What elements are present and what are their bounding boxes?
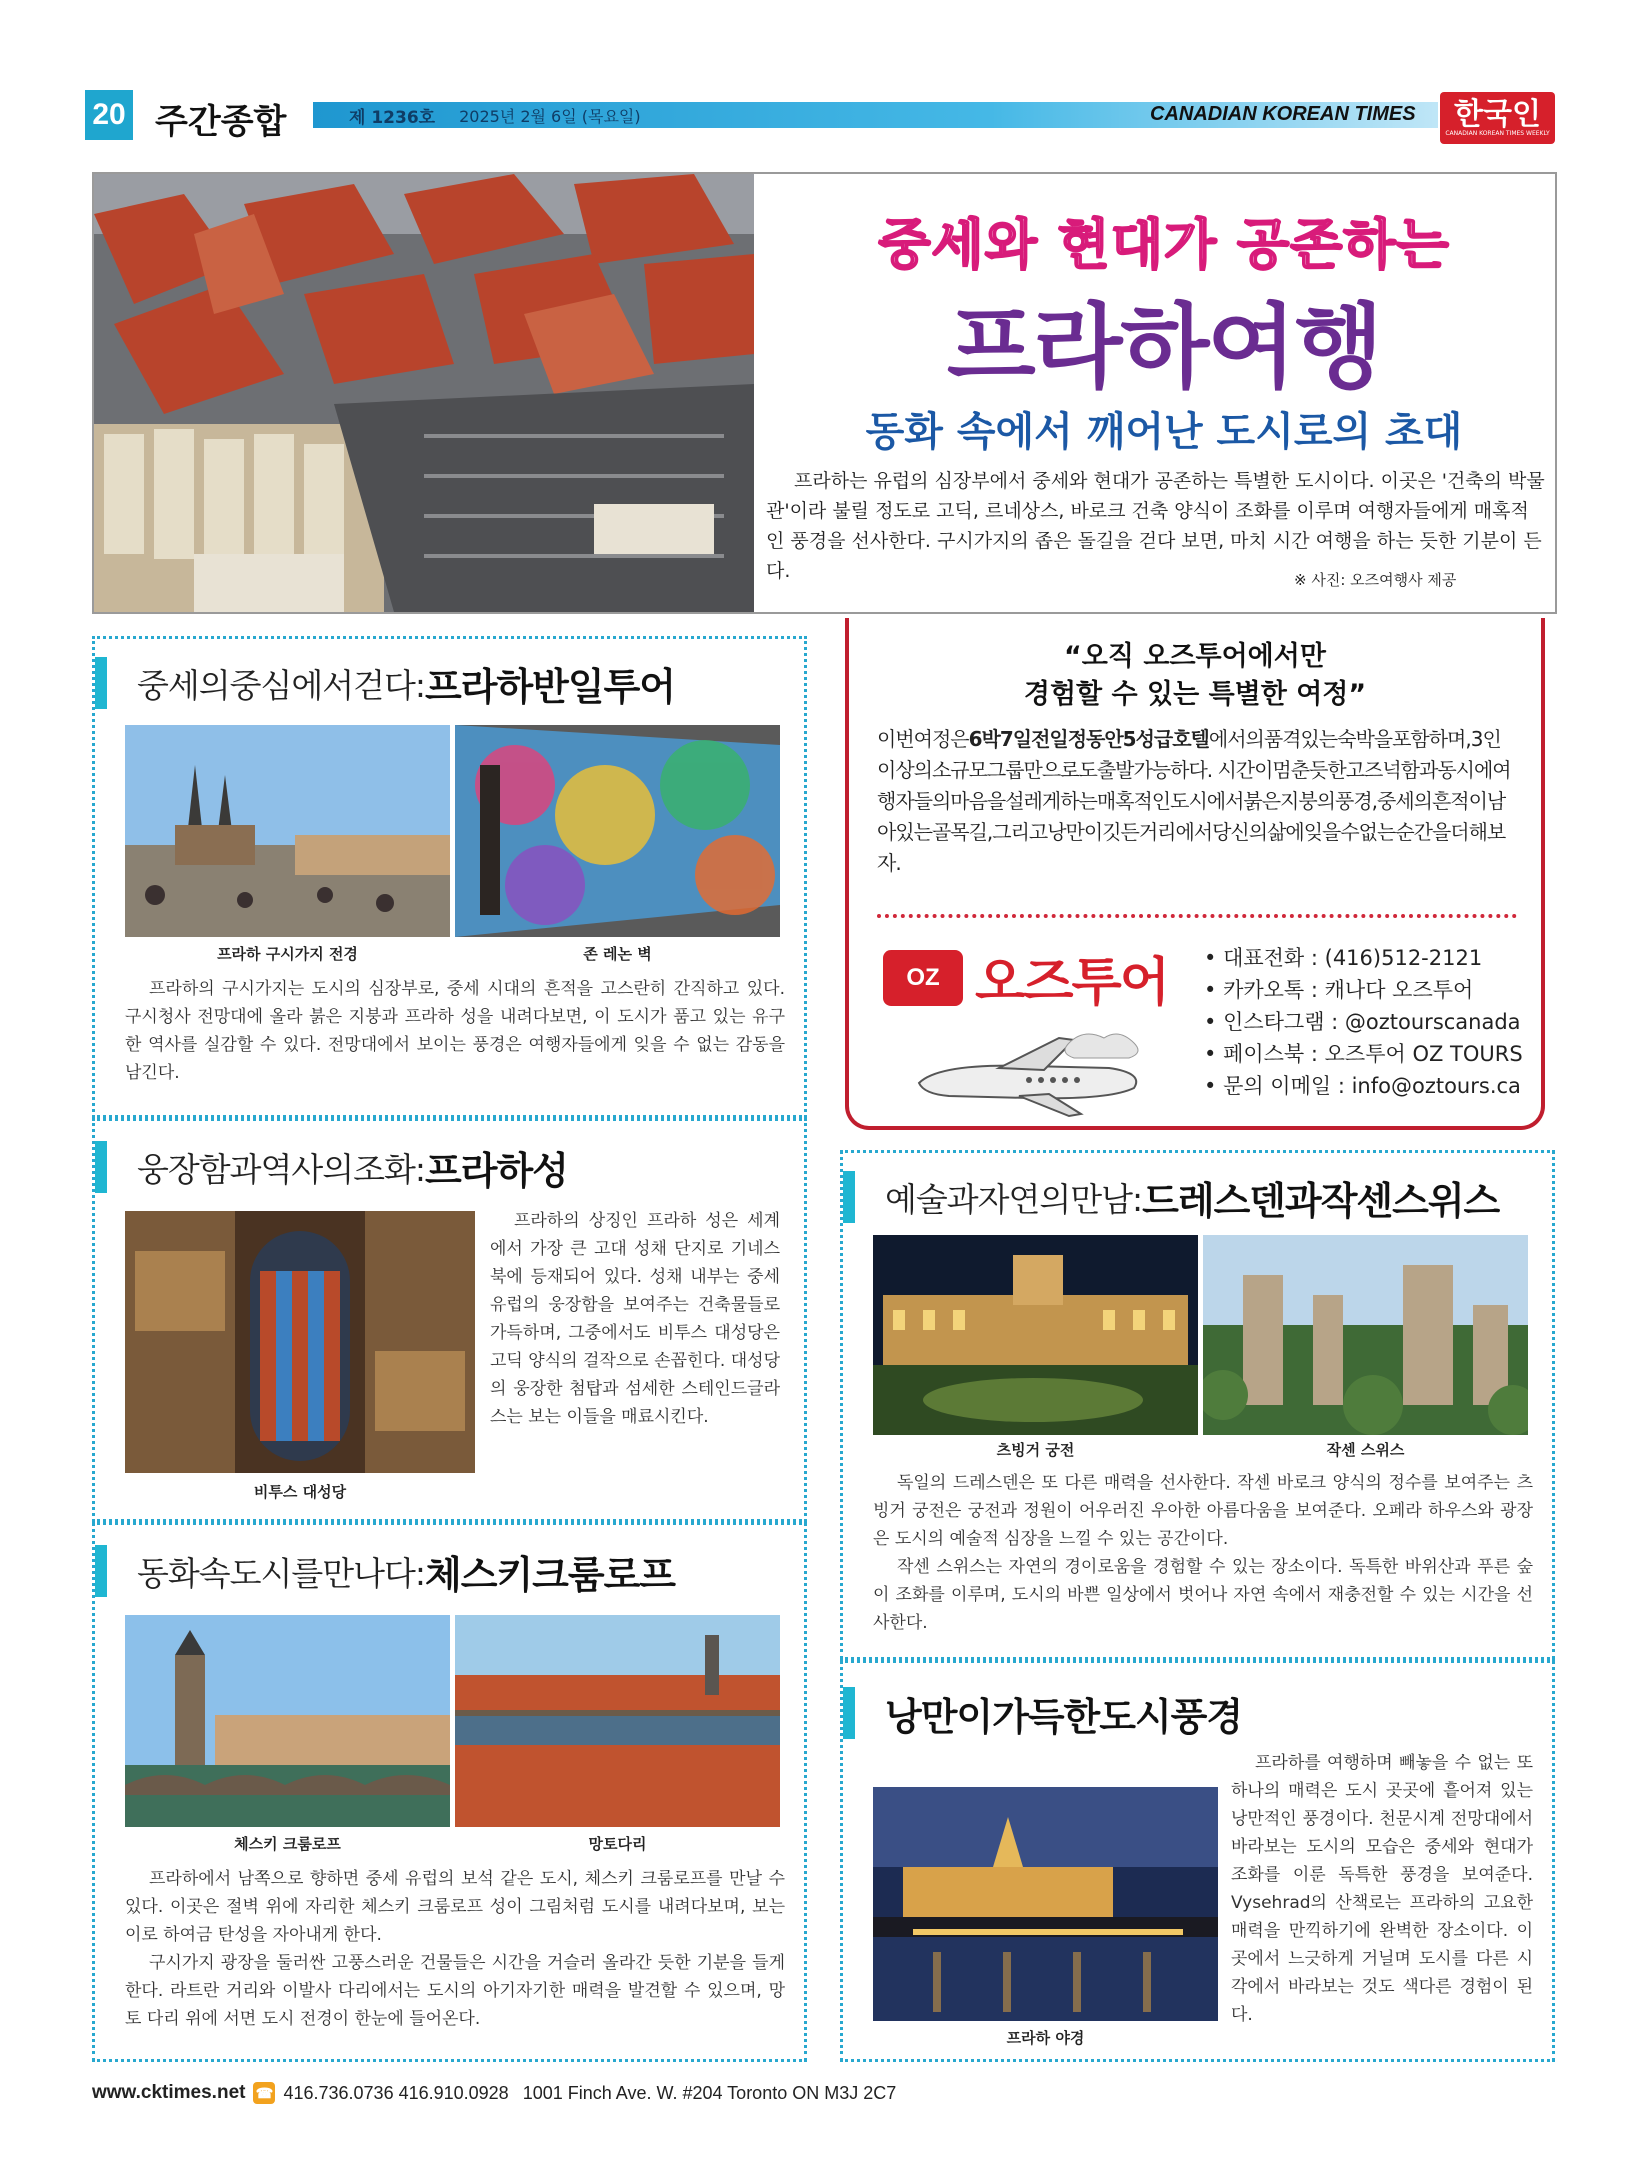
dresden-body-1: 독일의 드레스덴은 또 다른 매력을 선사한다. 작센 바로크 양식의 정수를 보여주는 츠빙거 궁전은 궁전과 정원이 어우러진 우아한 아름다움을 보여준다. 오페라 하우스와 광장은 도시의 예술적 심장을 느낄 수 있는 공간이다. [873, 1473, 1533, 1549]
john-lennon-wall-photo [455, 725, 780, 937]
quote-line-2: 경험할 수 있는 특별한 여정” [1023, 679, 1367, 710]
airplane-icon [909, 1028, 1149, 1122]
cesky-krumlov-box [92, 1522, 807, 2062]
hero-body: 프라하는 유럽의 심장부에서 중세와 현대가 공존하는 특별한 도시이다. 이곳은 '건축의 박물관'이라 불릴 정도로 고딕, 르네상스, 바로크 건축 양식이 조화를 이루며 여행자들에게 매혹적인 풍경을 선사한다. 구시가지의 좁은 돌길을 걷다 보면, 마치 시간 여행을 하는 듯한 기분이 든다. [766, 470, 1545, 582]
heading-marker [95, 1545, 107, 1597]
hero-section [92, 172, 1557, 614]
castle-body: 프라하의 상징인 프라하 성은 세계에서 가장 큰 고대 성채 단지로 기네스북에 등재되어 있다. 성채 내부는 중세 유럽의 웅장함을 보여주는 건축물들로 가득하며, 그중에서도 비투스 대성당은 고딕 양식의 걸작으로 손꼽힌다. 대성당의 웅장한 첨탑과 섬세한 스테인드글라스는 보는 이들을 매료시킨다. [490, 1211, 780, 1427]
cloak-bridge-photo [455, 1615, 780, 1827]
hero-pre-title: 중세와 현대가 공존하는 [878, 213, 1450, 276]
heading-main: 체스키크룸로프 [425, 1552, 675, 1597]
saxon-caption: 작센 스위스 [1326, 1441, 1405, 1459]
section-title: 주간종합 [155, 102, 287, 142]
zwinger-caption: 츠빙거 궁전 [996, 1441, 1075, 1459]
paper-name: CANADIAN KOREAN TIMES [1150, 103, 1416, 125]
logo-sub: CANADIAN KOREAN TIMES WEEKLY [1445, 129, 1550, 137]
romantic-view-box [840, 1660, 1555, 2062]
oz-tour-name: 오즈투어 [975, 953, 1168, 1013]
heading-main: 드레스덴과작센스위스 [1142, 1178, 1500, 1223]
heading-marker [95, 657, 107, 709]
krumlov-body-1: 프라하에서 남쪽으로 향하면 중세 유럽의 보석 같은 도시, 체스키 크룸로프를 만날 수 있다. 이곳은 절벽 위에 자리한 체스키 크룸로프 성이 그림처럼 도시를 내려다보며, 보는 이로 하여금 탄성을 자아내게 한다. [125, 1869, 785, 1945]
romance-heading [843, 1687, 1242, 1739]
contact-kakao: • 카카오톡 : 캐나다 오즈투어 [1204, 974, 1523, 1006]
hero-subtitle: 동화 속에서 깨어난 도시로의 초대 [865, 409, 1463, 455]
photo-credit: ※ 사진: 오즈여행사 제공 [1294, 571, 1457, 589]
dresden-box [840, 1150, 1555, 1660]
saxon-switzerland-photo [1203, 1235, 1528, 1435]
krumlov-caption: 체스키 크룸로프 [234, 1835, 341, 1853]
half-day-tour-box [92, 636, 807, 1118]
prague-rooftops-photo [94, 174, 754, 612]
oz-tour-logo [883, 940, 1168, 1015]
hero-title: 프라하여행 [946, 294, 1382, 401]
night-view-caption: 프라하 야경 [1006, 2029, 1085, 2047]
quote-line-1: “오직 오즈투어에서만 [1064, 641, 1326, 672]
promo-quote [849, 638, 1541, 714]
half-day-heading [95, 657, 675, 709]
heading-marker [95, 1141, 107, 1193]
zwinger-photo [873, 1235, 1198, 1435]
heading-pre: 웅장함과역사의조화: [137, 1149, 426, 1189]
old-town-photo [125, 725, 450, 937]
half-day-body: 프라하의 구시가지는 도시의 심장부로, 중세 시대의 흔적을 고스란히 간직하고 있다. 구시청사 전망대에 올라 붉은 지붕과 프라하 성을 내려다보면, 이 도시가 품고 있는 유구한 역사를 실감할 수 있다. 전망대에서 보이는 풍경은 여행자들에게 잊을 수 없는 감동을 남긴다. [125, 979, 785, 1083]
heading-pre: 예술과자연의만남: [885, 1179, 1143, 1219]
old-town-caption: 프라하 구시가지 전경 [217, 945, 358, 963]
suitcase-icon: OZ [883, 950, 963, 1006]
logo-main: 한국인 [1454, 96, 1541, 132]
paper-logo [1440, 92, 1555, 144]
footer-phones: 416.736.0736 416.910.0928 [283, 2082, 509, 2103]
promo-body-pre: 이번여정은 [877, 727, 969, 751]
prague-castle-box [92, 1118, 807, 1522]
krumlov-photo [125, 1615, 450, 1827]
heading-main: 프라하반일투어 [425, 664, 675, 709]
footer [92, 2082, 896, 2104]
cloak-bridge-caption: 망토다리 [588, 1835, 647, 1853]
lennon-wall-caption: 존 레논 벽 [583, 945, 652, 963]
heading-marker [843, 1171, 855, 1223]
page-number: 20 [85, 90, 133, 140]
contact-phone: • 대표전화 : (416)512-2121 [1204, 942, 1523, 974]
footer-site-link[interactable]: www.cktimes.net [92, 2082, 246, 2103]
krumlov-body-2: 구시가지 광장을 둘러싼 고풍스러운 건물들은 시간을 거슬러 올라간 듯한 기분을 들게 한다. 라트란 거리와 이발사 다리에서는 도시의 아기자기한 매력을 발견할 수 있으며, 망토 다리 위에 서면 도시 전경이 한눈에 들어온다. [125, 1953, 785, 2029]
contact-email: • 문의 이메일 : info@oztours.ca [1204, 1070, 1523, 1102]
castle-heading [95, 1141, 568, 1193]
footer-address: 1001 Finch Ave. W. #204 Toronto ON M3J 2C7 [522, 2082, 897, 2103]
issue-date: 2025년 2월 6일 (목요일) [459, 106, 641, 126]
heading-pre: 중세의중심에서걷다: [137, 665, 426, 705]
romance-body: 프라하를 여행하며 빼놓을 수 없는 또 하나의 매력은 도시 곳곳에 흩어져 있는 낭만적인 풍경이다. 천문시계 전망대에서 바라보는 도시의 모습은 중세와 현대가 조화를 이룬 독특한 풍경을 보여준다. Vysehrad의 산책로는 프라하의 고요한 매력을 만끽하기에 완벽한 장소이다. 이곳에서 느긋하게 거닐며 도시를 다른 시각에서 바라보는 것도 색다른 경험이 된다. [1231, 1753, 1533, 2025]
divider [877, 914, 1517, 918]
contact-instagram: • 인스타그램 : @oztourscanada [1204, 1006, 1523, 1038]
heading-main: 프라하성 [425, 1148, 568, 1193]
contact-facebook: • 페이스북 : 오즈투어 OZ TOURS [1204, 1038, 1523, 1070]
dresden-heading [843, 1171, 1499, 1223]
st-vitus-photo [125, 1211, 475, 1473]
heading-main: 낭만이가득한도시풍경 [885, 1694, 1243, 1739]
romance-body-wrap [873, 1749, 1533, 2039]
phone-icon: ☎ [253, 2082, 275, 2104]
heading-marker [843, 1687, 855, 1739]
promo-body-bold: 6박7일전일정동안5성급호텔 [968, 727, 1209, 751]
float-spacer [873, 1785, 1231, 2085]
krumlov-heading [95, 1545, 675, 1597]
contact-list [1204, 942, 1523, 1102]
oz-tour-ad [845, 618, 1545, 1130]
issue-number: 제 1236호 [349, 107, 436, 128]
promo-body-rest: 에서의품격있는숙박을포함하며,3인이상의소규모그룹만으로도출발가능하다. 시간이멈춘듯한고즈넉함과동시에여행자들의마음을설레게하는매혹적인도시에서붉은지붕의풍경,중세의흔적이남아있는골목길,그리고낭만이깃든거리에서당신의삶에잊을수없는순간을더해보자. [877, 727, 1511, 875]
st-vitus-caption: 비투스 대성당 [253, 1483, 347, 1501]
dresden-body-2: 작센 스위스는 자연의 경이로움을 경험할 수 있는 장소이다. 독특한 바위산과 푸른 숲이 조화를 이루며, 도시의 바쁜 일상에서 벗어나 자연 속에서 재충전할 수 있는 시간을 선사한다. [873, 1557, 1533, 1633]
promo-body [877, 724, 1517, 879]
heading-pre: 동화속도시를만나다: [137, 1553, 426, 1593]
